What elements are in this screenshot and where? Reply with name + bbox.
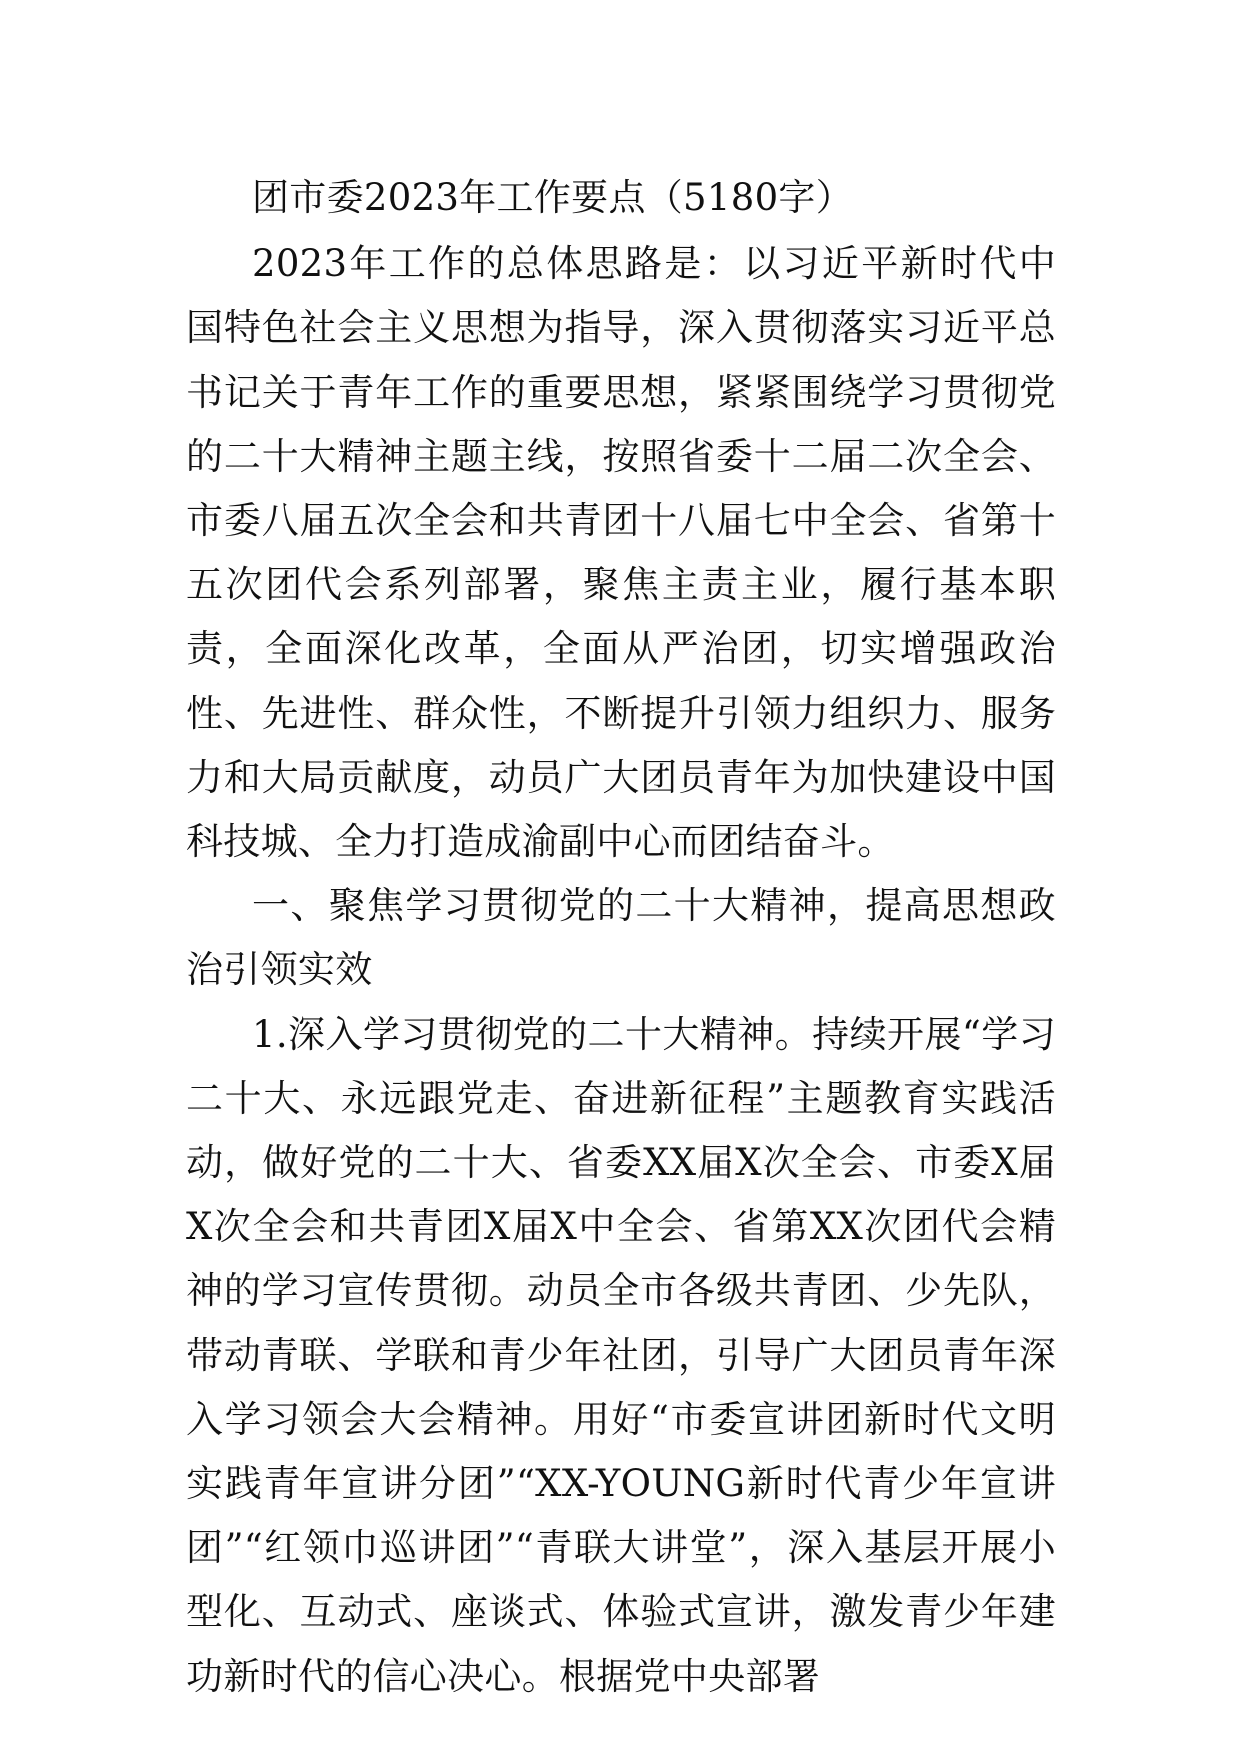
section-heading-1: 一、聚焦学习贯彻党的二十大精神，提高思想政治引领实效 bbox=[186, 884, 1056, 992]
document-title: 团市委2023年工作要点（5180字） bbox=[252, 176, 854, 219]
paragraph-item-1: 1.深入学习贯彻党的二十大精神。持续开展“学习二十大、永远跟党走、奋进新征程”主题教育实践活动，做好党的二十大、省委XX届X次全会、市委X届X次全会和共青团X届X中全会、省第XX次团代会精神的学习宣传贯彻。动员全市各级共青团、少先队，带动青联、学联和青少年社团，引导广大团员青年深入学习领会大会精神。用好“市委宣讲团新时代文明实践青年宣讲分团”“XX-YOUNG新时代青少年宣讲团”“红领巾巡讲团”“青联大讲堂”，深入基层开展小型化、互动式、座谈式、体验式宣讲，激发青少年建功新时代的信心决心。根据党中央部署 bbox=[186, 1012, 1056, 1698]
paragraph-overall-approach: 2023年工作的总体思路是：以习近平新时代中国特色社会主义思想为指导，深入贯彻落实习近平总书记关于青年工作的重要思想，紧紧围绕学习贯彻党的二十大精神主题主线，按照省委十二届二次全会、市委八届五次全会和共青团十八届七中全会、省第十五次团代会系列部署，聚焦主责主业，履行基本职责，全面深化改革，全面从严治团，切实增强政治性、先进性、群众性，不断提升引领力组织力、服务力和大局贡献度，动员广大团员青年为加快建设中国科技城、全力打造成渝副中心而团结奋斗。 bbox=[186, 242, 1056, 864]
document-body bbox=[186, 166, 1056, 1709]
